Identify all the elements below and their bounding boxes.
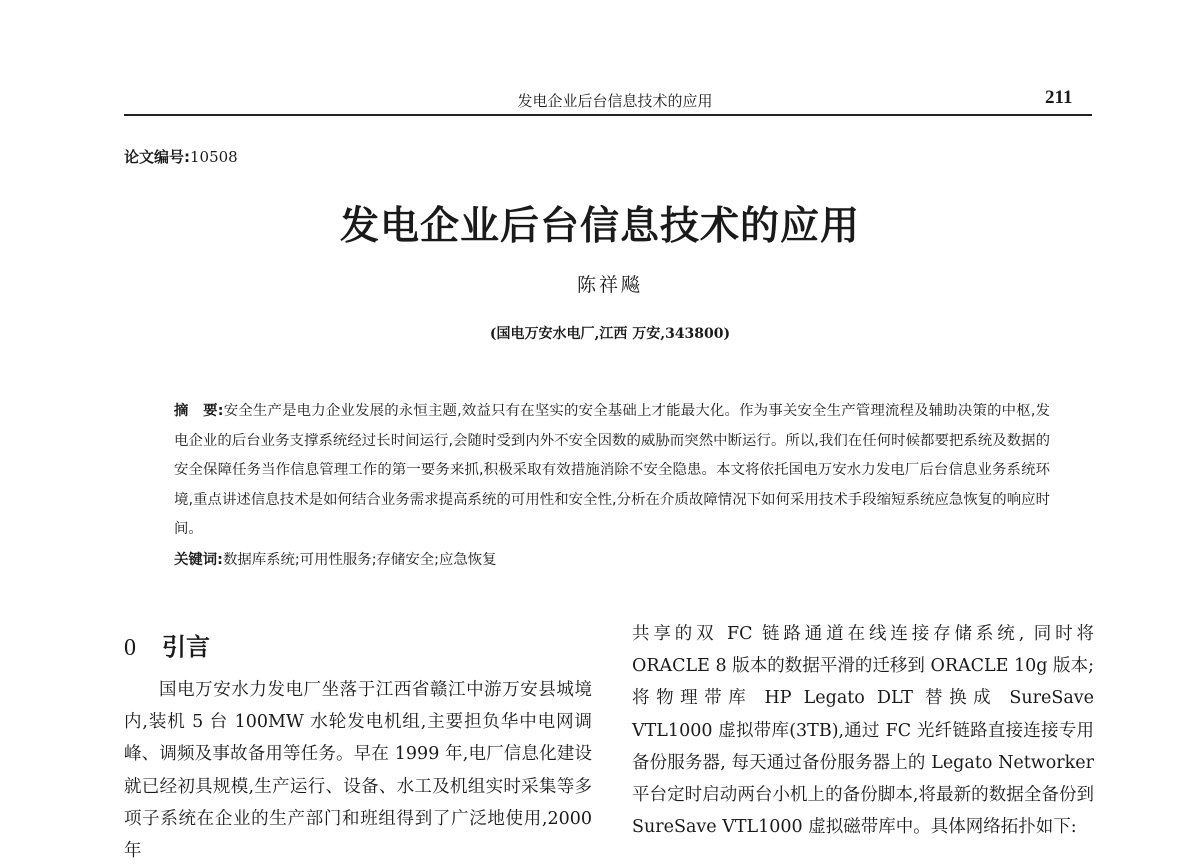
header-rule bbox=[124, 114, 1092, 116]
abstract-text: 安全生产是电力企业发展的永恒主题,效益只有在坚实的安全基础上才能最大化。作为事关安全生产管理流程及辅助决策的中枢,发电企业的后台业务支撑系统经过长时间运行,会随时受到内外不安全因数的威胁而突然中断运行。所以,我们在任何时候都要把系统及数据的安全保障任务当作信息管理工作的第一要务来抓,积极采取有效措施消除不安全隐患。本文将依托国电万安水力发电厂后台信息业务系统环境,重点讲述信息技术是如何结合业务需求提高系统的可用性和安全性,分析在介质故障情况下如何采用技术手段缩短系统应急恢复的响应时间。 bbox=[174, 403, 1050, 537]
author-affiliation: (国电万安水电厂,江西 万安,343800) bbox=[489, 326, 731, 342]
abstract-label: 摘 要: bbox=[174, 403, 224, 419]
running-header-title: 发电企业后台信息技术的应用 bbox=[517, 92, 713, 110]
paper-id-value: 10508 bbox=[190, 148, 238, 166]
author-name: 陈祥飚 bbox=[576, 274, 643, 296]
section-number: 0 bbox=[124, 635, 136, 661]
keywords bbox=[174, 548, 1050, 569]
section-heading bbox=[124, 627, 210, 662]
paper-id-label: 论文编号: bbox=[124, 148, 190, 166]
keywords-label: 关键词: bbox=[174, 552, 223, 568]
paper-title: 发电企业后台信息技术的应用 bbox=[339, 204, 860, 249]
page-number: 211 bbox=[1045, 87, 1073, 108]
section-title: 引言 bbox=[162, 633, 210, 661]
paper-id bbox=[124, 146, 238, 167]
abstract bbox=[174, 397, 1050, 545]
body-right-column: 共享的双 FC 链路通道在线连接存储系统, 同时将 ORACLE 8 版本的数据平滑的迁移到 ORACLE 10g 版本; 将物理带库 HP Legato DLT 替换成 SureSave VTL1000 虚拟带库(3TB),通过 FC 光纤链路直接连接专用备份服务器, 每天通过备份服务器上的 Legato Networker 平台定时启动两台小机上的备份脚本,将最新的数据全备份到 SureSave VTL1000 虚拟磁带库中。具体网络拓扑如下: bbox=[632, 624, 1094, 838]
keywords-text: 数据库系统;可用性服务;存储安全;应急恢复 bbox=[222, 552, 497, 568]
body-left-column: 国电万安水力发电厂坐落于江西省赣江中游万安县城境内,装机 5 台 100MW 水轮发电机组,主要担负华中电网调峰、调频及事故备用等任务。早在 1999 年,电厂信息化建设就已经初具规模,生产运行、设备、水工及机组实时采集等多项子系统在企业的生产部门和班组得到了广泛地使用,2000 年 bbox=[124, 680, 592, 862]
